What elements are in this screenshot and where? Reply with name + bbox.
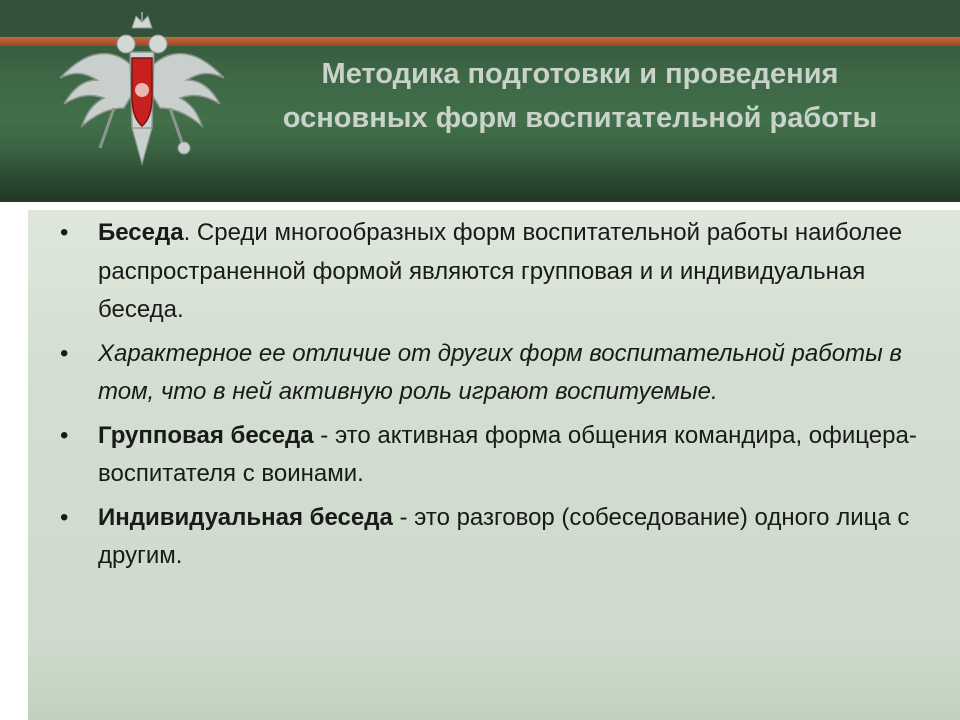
list-item (60, 417, 920, 494)
bullet-term: Групповая беседа (98, 421, 314, 449)
header-banner (0, 0, 960, 202)
slide-title (230, 52, 930, 140)
bullet-text: - это разговор (собеседование) одного лица с другим. (98, 503, 910, 569)
list-item (60, 335, 920, 412)
bullet-text: Характерное ее отличие от других форм воспитательной работы в том, что в ней активную роль играют воспитуемые. (98, 339, 902, 405)
double-headed-eagle-emblem-icon (52, 8, 232, 168)
list-item (60, 499, 920, 576)
content-panel-lower-shade (28, 650, 960, 720)
bullet-text: - это активная форма общения командира, офицера-воспитателя с воинами. (98, 421, 917, 487)
bullet-term: Индивидуальная беседа (98, 503, 393, 531)
bullet-symbol: • (60, 503, 69, 531)
bullet-symbol: • (60, 339, 69, 367)
bullet-symbol: • (60, 219, 69, 246)
bullet-list (60, 214, 920, 581)
list-item (60, 214, 920, 330)
title-line-2: основных форм воспитательной работы (282, 102, 878, 134)
title-line-1: Методика подготовки и проведения (321, 58, 839, 90)
bullet-term: Беседа (98, 219, 184, 246)
bullet-text: . Среди многообразных форм воспитательной работы наиболее распространенной формой являются групповая и и индивидуальная беседа. (98, 219, 903, 323)
bullet-symbol: • (60, 421, 69, 449)
